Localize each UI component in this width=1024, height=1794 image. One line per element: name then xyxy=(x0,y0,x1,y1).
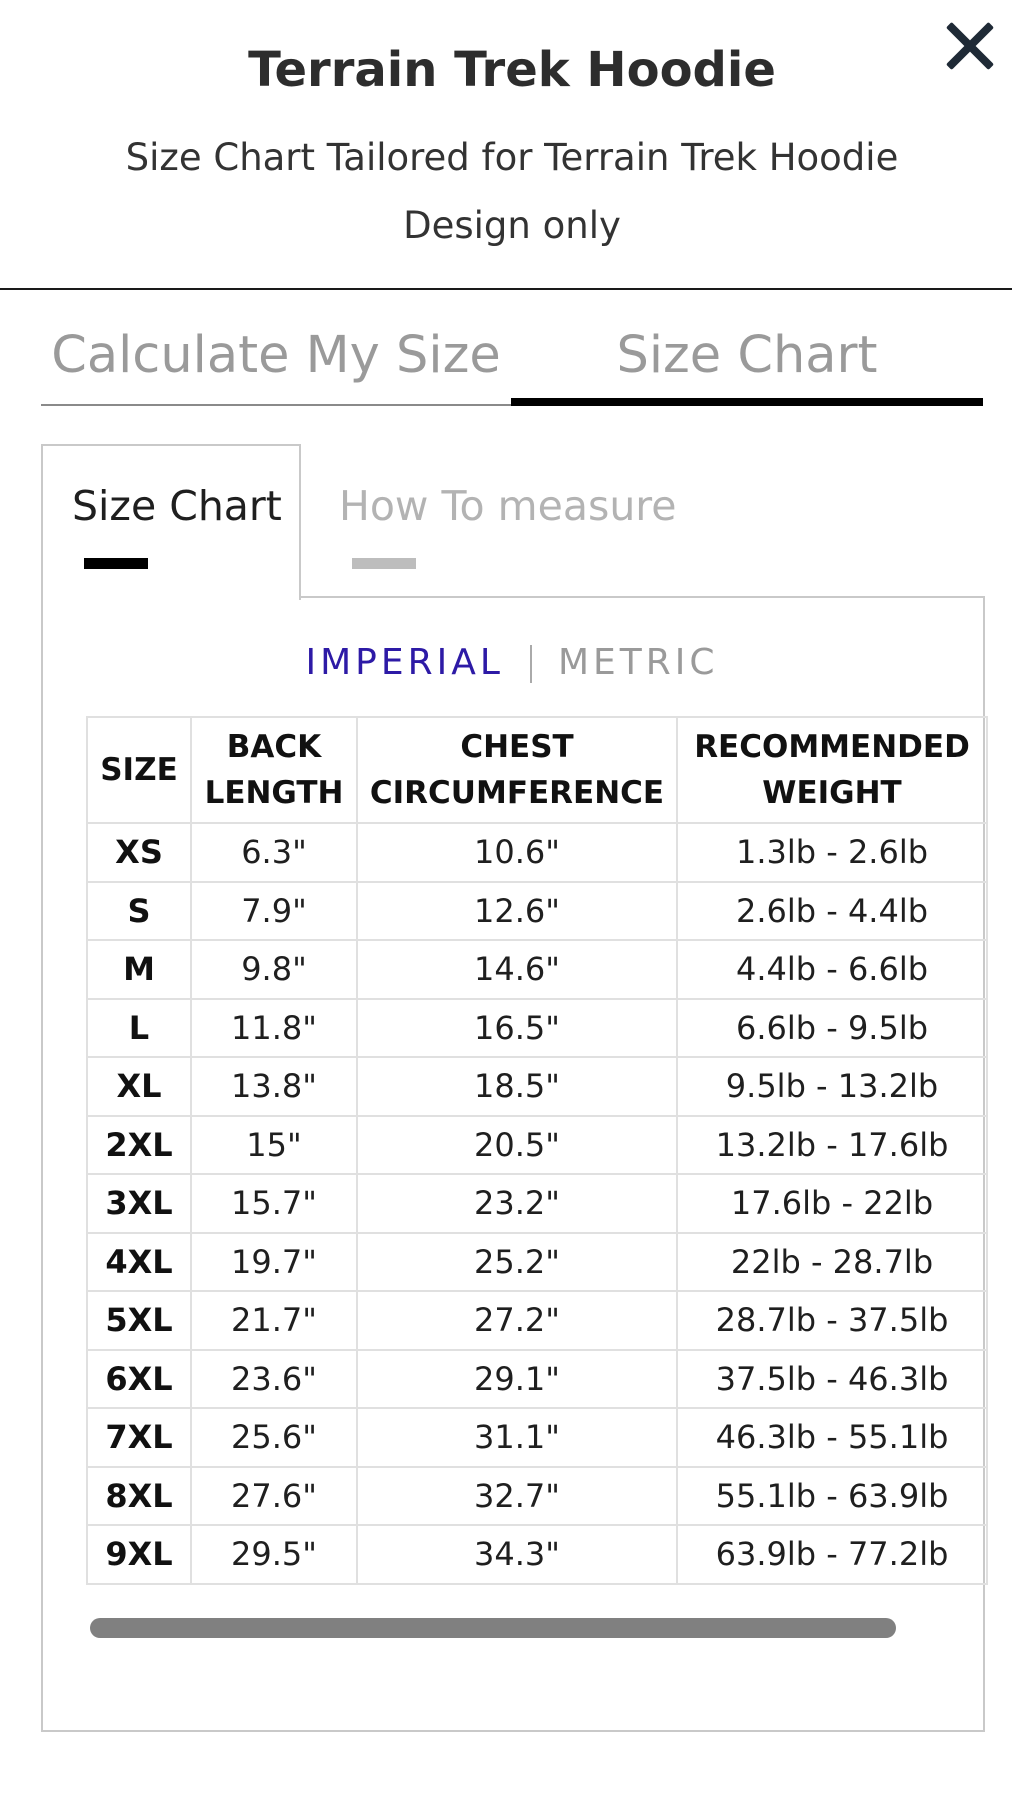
size-cell: L xyxy=(87,999,191,1058)
tab-calculate-my-size[interactable]: Calculate My Size xyxy=(41,320,511,406)
weight-cell: 28.7lb - 37.5lb xyxy=(677,1291,987,1350)
size-cell: 2XL xyxy=(87,1116,191,1175)
back-length-cell: 29.5" xyxy=(191,1525,357,1584)
chest-cell: 34.3" xyxy=(357,1525,677,1584)
size-cell: 4XL xyxy=(87,1233,191,1292)
table-row xyxy=(87,823,987,882)
chest-cell: 27.2" xyxy=(357,1291,677,1350)
chest-cell: 12.6" xyxy=(357,882,677,941)
size-cell: 6XL xyxy=(87,1350,191,1409)
header-divider xyxy=(0,288,1012,290)
unit-metric-toggle[interactable]: METRIC xyxy=(557,642,719,683)
table-row xyxy=(87,1174,987,1233)
size-cell: S xyxy=(87,882,191,941)
table-row xyxy=(87,1467,987,1526)
back-length-cell: 19.7" xyxy=(191,1233,357,1292)
weight-cell: 37.5lb - 46.3lb xyxy=(677,1350,987,1409)
weight-cell: 63.9lb - 77.2lb xyxy=(677,1525,987,1584)
back-length-cell: 6.3" xyxy=(191,823,357,882)
unit-imperial-toggle[interactable]: IMPERIAL xyxy=(305,642,504,683)
table-header-row xyxy=(87,717,987,823)
back-length-cell: 7.9" xyxy=(191,882,357,941)
chest-cell: 29.1" xyxy=(357,1350,677,1409)
chest-cell: 20.5" xyxy=(357,1116,677,1175)
table-row xyxy=(87,999,987,1058)
table-body xyxy=(87,823,987,1584)
page-title: Terrain Trek Hoodie xyxy=(248,42,776,98)
back-length-cell: 13.8" xyxy=(191,1057,357,1116)
table-row xyxy=(87,1408,987,1467)
sub-tab-active-indicator xyxy=(84,558,148,569)
header-size: SIZE xyxy=(87,717,191,823)
weight-cell: 9.5lb - 13.2lb xyxy=(677,1057,987,1116)
weight-cell: 17.6lb - 22lb xyxy=(677,1174,987,1233)
table-row xyxy=(87,1291,987,1350)
table-row xyxy=(87,1233,987,1292)
size-table-scroll-area[interactable] xyxy=(86,716,970,1612)
weight-cell: 6.6lb - 9.5lb xyxy=(677,999,987,1058)
table-row xyxy=(87,1116,987,1175)
table-row xyxy=(87,940,987,999)
back-length-cell: 9.8" xyxy=(191,940,357,999)
weight-cell: 22lb - 28.7lb xyxy=(677,1233,987,1292)
header-back-length: BACK LENGTH xyxy=(191,717,357,823)
weight-cell: 1.3lb - 2.6lb xyxy=(677,823,987,882)
back-length-cell: 21.7" xyxy=(191,1291,357,1350)
size-cell: M xyxy=(87,940,191,999)
back-length-cell: 15.7" xyxy=(191,1174,357,1233)
back-length-cell: 25.6" xyxy=(191,1408,357,1467)
unit-toggle xyxy=(0,642,1024,683)
chest-cell: 18.5" xyxy=(357,1057,677,1116)
chest-cell: 10.6" xyxy=(357,823,677,882)
size-cell: 9XL xyxy=(87,1525,191,1584)
horizontal-scrollbar[interactable] xyxy=(90,1618,896,1638)
sub-tab-size-chart[interactable]: Size Chart xyxy=(72,482,282,530)
chest-cell: 14.6" xyxy=(357,940,677,999)
table-row xyxy=(87,882,987,941)
header-chest-circumference: CHEST CIRCUMFERENCE xyxy=(357,717,677,823)
size-cell: 7XL xyxy=(87,1408,191,1467)
weight-cell: 4.4lb - 6.6lb xyxy=(677,940,987,999)
size-cell: XS xyxy=(87,823,191,882)
table-row xyxy=(87,1525,987,1584)
chest-cell: 25.2" xyxy=(357,1233,677,1292)
back-length-cell: 11.8" xyxy=(191,999,357,1058)
chest-cell: 16.5" xyxy=(357,999,677,1058)
weight-cell: 55.1lb - 63.9lb xyxy=(677,1467,987,1526)
top-tab-bar xyxy=(41,320,983,406)
table-row xyxy=(87,1350,987,1409)
unit-separator xyxy=(530,645,532,683)
table-row xyxy=(87,1057,987,1116)
size-cell: XL xyxy=(87,1057,191,1116)
weight-cell: 46.3lb - 55.1lb xyxy=(677,1408,987,1467)
size-cell: 8XL xyxy=(87,1467,191,1526)
tab-size-chart[interactable]: Size Chart xyxy=(511,320,983,406)
size-table xyxy=(86,716,988,1585)
size-cell: 5XL xyxy=(87,1291,191,1350)
weight-cell: 13.2lb - 17.6lb xyxy=(677,1116,987,1175)
size-cell: 3XL xyxy=(87,1174,191,1233)
chest-cell: 31.1" xyxy=(357,1408,677,1467)
chest-cell: 32.7" xyxy=(357,1467,677,1526)
header-recommended-weight: RECOMMENDED WEIGHT xyxy=(677,717,987,823)
page-subtitle: Size Chart Tailored for Terrain Trek Hoodie Design only xyxy=(125,136,899,247)
back-length-cell: 23.6" xyxy=(191,1350,357,1409)
back-length-cell: 15" xyxy=(191,1116,357,1175)
sub-tab-inactive-indicator xyxy=(352,558,416,569)
back-length-cell: 27.6" xyxy=(191,1467,357,1526)
sub-tab-how-to-measure[interactable]: How To measure xyxy=(339,482,677,530)
chest-cell: 23.2" xyxy=(357,1174,677,1233)
weight-cell: 2.6lb - 4.4lb xyxy=(677,882,987,941)
